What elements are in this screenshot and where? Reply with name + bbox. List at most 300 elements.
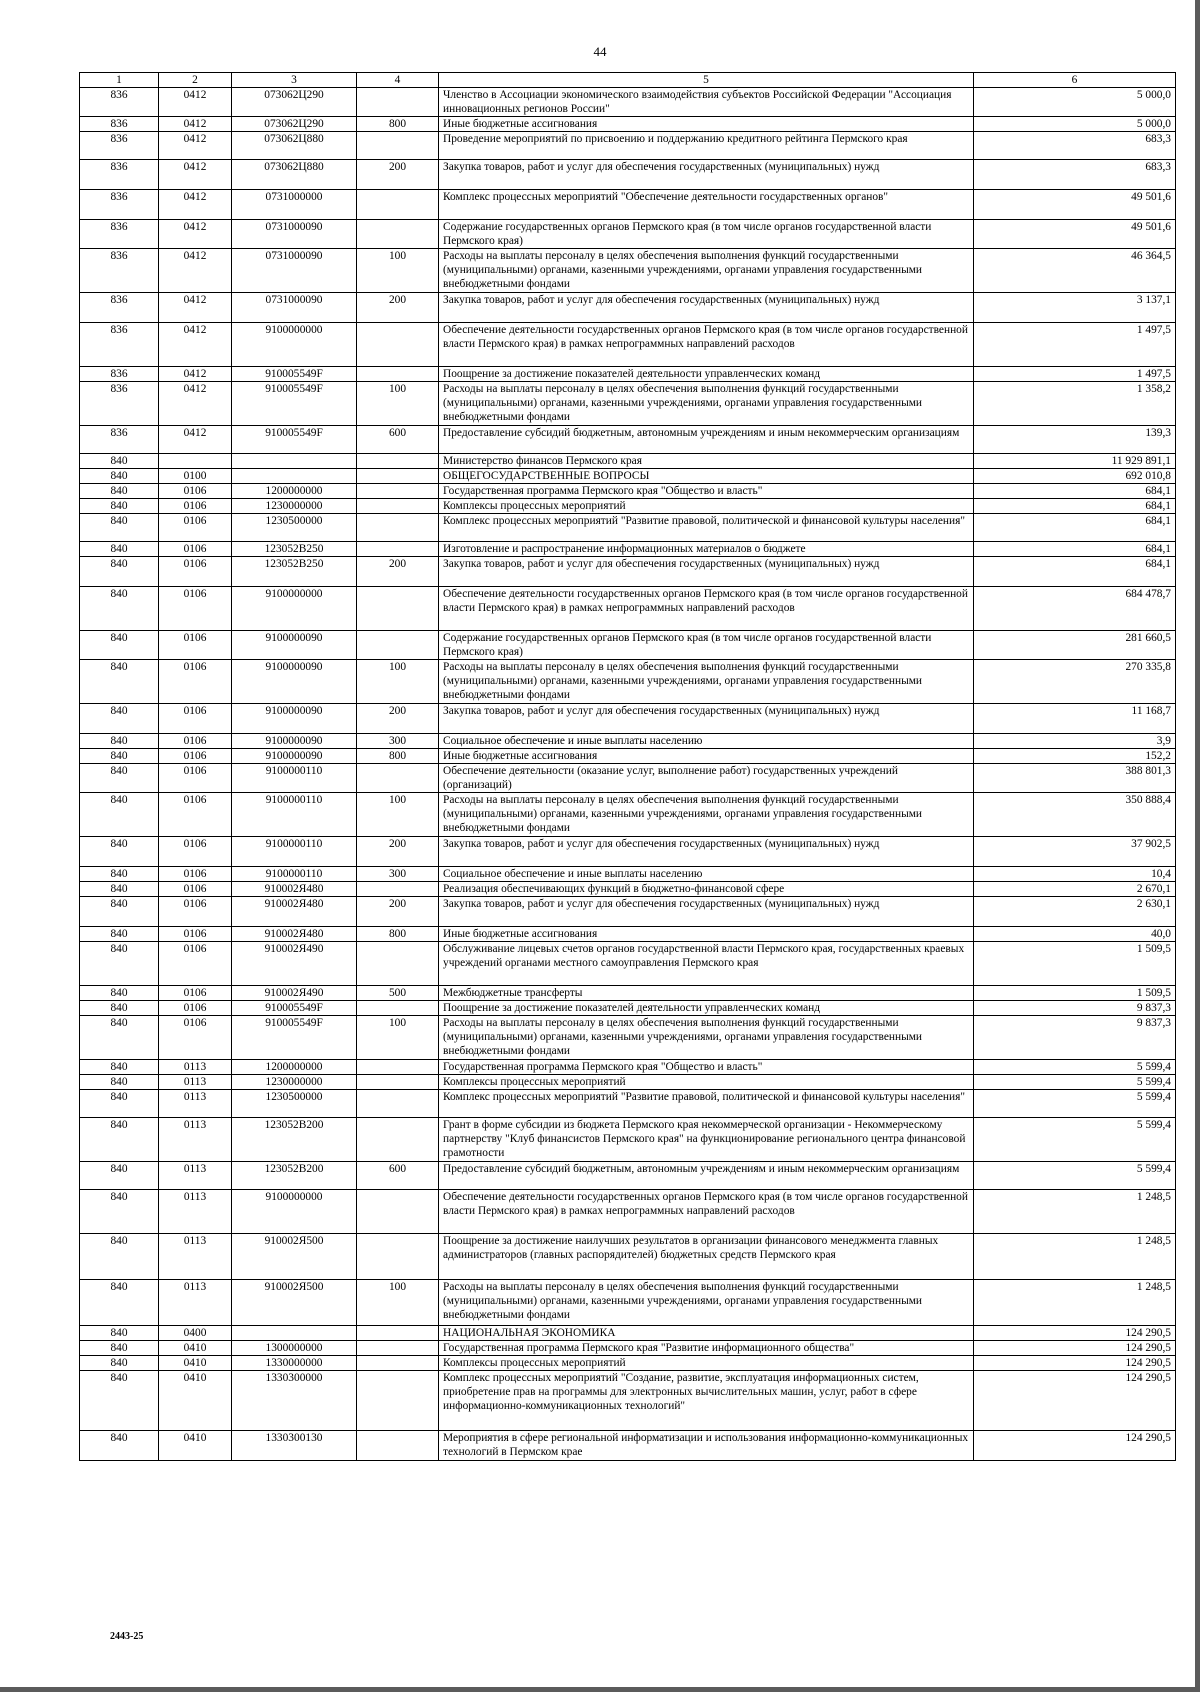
target-article-cell: 123052B200 — [232, 1162, 357, 1190]
expense-type-cell: 200 — [357, 557, 439, 587]
table-row — [80, 514, 1176, 542]
admin-code-cell: 840 — [80, 631, 159, 660]
expense-type-cell: 100 — [357, 793, 439, 837]
description-cell: Министерство финансов Пермского края — [439, 454, 974, 469]
target-article-cell: 9100000090 — [232, 704, 357, 734]
admin-code-cell: 836 — [80, 249, 159, 293]
admin-code-cell: 836 — [80, 293, 159, 323]
table-row — [80, 484, 1176, 499]
description-cell: Иные бюджетные ассигнования — [439, 927, 974, 942]
amount-cell: 124 290,5 — [974, 1371, 1176, 1431]
section-code-cell: 0412 — [159, 426, 232, 454]
table-row — [80, 499, 1176, 514]
table-row — [80, 704, 1176, 734]
admin-code-cell: 840 — [80, 1431, 159, 1461]
expense-type-cell — [357, 88, 439, 117]
section-code-cell: 0412 — [159, 160, 232, 190]
amount-cell: 3 137,1 — [974, 293, 1176, 323]
table-body — [80, 88, 1176, 1461]
expense-type-cell — [357, 132, 439, 160]
table-row — [80, 132, 1176, 160]
target-article-cell: 910005549F — [232, 382, 357, 426]
target-article-cell: 9100000090 — [232, 749, 357, 764]
description-cell: Иные бюджетные ассигнования — [439, 117, 974, 132]
table-row — [80, 793, 1176, 837]
expense-type-cell: 200 — [357, 160, 439, 190]
target-article-cell: 9100000090 — [232, 734, 357, 749]
table-row — [80, 882, 1176, 897]
admin-code-cell: 840 — [80, 764, 159, 793]
expense-type-cell — [357, 882, 439, 897]
table-row — [80, 323, 1176, 367]
expense-type-cell — [357, 220, 439, 249]
description-cell: Обеспечение деятельности (оказание услуг, выполнение работ) государственных учреждений (организаций) — [439, 764, 974, 793]
section-code-cell: 0106 — [159, 942, 232, 986]
target-article-cell: 910002Я500 — [232, 1234, 357, 1280]
table-row — [80, 1075, 1176, 1090]
admin-code-cell: 840 — [80, 793, 159, 837]
page-number: 44 — [593, 44, 607, 59]
table-row — [80, 837, 1176, 867]
amount-cell: 2 630,1 — [974, 897, 1176, 927]
admin-code-cell: 836 — [80, 426, 159, 454]
target-article-cell: 9100000110 — [232, 837, 357, 867]
section-code-cell: 0106 — [159, 749, 232, 764]
section-code-cell: 0412 — [159, 88, 232, 117]
section-code-cell: 0106 — [159, 484, 232, 499]
admin-code-cell: 840 — [80, 867, 159, 882]
amount-cell: 1 497,5 — [974, 367, 1176, 382]
amount-cell: 49 501,6 — [974, 220, 1176, 249]
section-code-cell: 0412 — [159, 249, 232, 293]
expense-type-cell: 600 — [357, 426, 439, 454]
table-row — [80, 660, 1176, 704]
description-cell: Расходы на выплаты персоналу в целях обеспечения выполнения функций государственными (муниципальными) органами, казенными учреждениями, органами управления государственными внебюджетными фондами — [439, 660, 974, 704]
description-cell: Комплекс процессных мероприятий "Обеспечение деятельности государственных органов" — [439, 190, 974, 220]
expense-type-cell: 100 — [357, 660, 439, 704]
section-code-cell: 0106 — [159, 927, 232, 942]
section-code-cell: 0106 — [159, 542, 232, 557]
amount-cell: 1 509,5 — [974, 942, 1176, 986]
target-article-cell: 0731000090 — [232, 220, 357, 249]
expense-type-cell — [357, 1118, 439, 1162]
admin-code-cell: 840 — [80, 484, 159, 499]
admin-code-cell: 840 — [80, 1075, 159, 1090]
column-header: 4 — [357, 73, 439, 88]
table-row — [80, 293, 1176, 323]
description-cell: Комплексы процессных мероприятий — [439, 499, 974, 514]
expense-type-cell: 100 — [357, 249, 439, 293]
table-row — [80, 897, 1176, 927]
table-row — [80, 88, 1176, 117]
target-article-cell: 9100000110 — [232, 793, 357, 837]
section-code-cell: 0106 — [159, 557, 232, 587]
description-cell: НАЦИОНАЛЬНАЯ ЭКОНОМИКА — [439, 1326, 974, 1341]
amount-cell: 683,3 — [974, 132, 1176, 160]
target-article-cell: 910002Я490 — [232, 986, 357, 1001]
target-article-cell: 1330000000 — [232, 1356, 357, 1371]
description-cell: Обслуживание лицевых счетов органов государственной власти Пермского края, государственных краевых учреждений органами местного самоуправления Пермского края — [439, 942, 974, 986]
amount-cell: 11 168,7 — [974, 704, 1176, 734]
section-code-cell: 0106 — [159, 764, 232, 793]
amount-cell: 139,3 — [974, 426, 1176, 454]
expense-type-cell: 100 — [357, 1016, 439, 1060]
target-article-cell: 9100000090 — [232, 631, 357, 660]
target-article-cell: 9100000000 — [232, 323, 357, 367]
target-article-cell: 9100000090 — [232, 660, 357, 704]
target-article-cell: 910002Я480 — [232, 882, 357, 897]
section-code-cell: 0412 — [159, 220, 232, 249]
section-code-cell: 0106 — [159, 882, 232, 897]
amount-cell: 5 599,4 — [974, 1075, 1176, 1090]
section-code-cell: 0113 — [159, 1234, 232, 1280]
section-code-cell: 0412 — [159, 190, 232, 220]
amount-cell: 1 497,5 — [974, 323, 1176, 367]
section-code-cell: 0412 — [159, 132, 232, 160]
amount-cell: 692 010,8 — [974, 469, 1176, 484]
section-code-cell: 0106 — [159, 514, 232, 542]
expense-type-cell — [357, 484, 439, 499]
admin-code-cell: 840 — [80, 1060, 159, 1075]
expense-type-cell: 800 — [357, 927, 439, 942]
section-code-cell: 0106 — [159, 837, 232, 867]
table-row — [80, 942, 1176, 986]
target-article-cell: 1330300000 — [232, 1371, 357, 1431]
section-code-cell: 0106 — [159, 1001, 232, 1016]
document-code: 2443-25 — [110, 1631, 144, 1642]
amount-cell: 49 501,6 — [974, 190, 1176, 220]
description-cell: Грант в форме субсидии из бюджета Пермского края некоммерческой организации - Некоммерческому партнерству "Клуб финансистов Пермского края" на функционирование регионального центра финансовой грамотности — [439, 1118, 974, 1162]
budget-table — [79, 72, 1176, 1461]
amount-cell: 124 290,5 — [974, 1341, 1176, 1356]
amount-cell: 684,1 — [974, 542, 1176, 557]
amount-cell: 124 290,5 — [974, 1431, 1176, 1461]
table-row — [80, 986, 1176, 1001]
table-row — [80, 117, 1176, 132]
target-article-cell: 073062Ц880 — [232, 132, 357, 160]
description-cell: Предоставление субсидий бюджетным, автономным учреждениям и иным некоммерческим организациям — [439, 426, 974, 454]
section-code-cell: 0113 — [159, 1075, 232, 1090]
admin-code-cell: 836 — [80, 367, 159, 382]
section-code-cell: 0412 — [159, 293, 232, 323]
column-header: 2 — [159, 73, 232, 88]
expense-type-cell: 800 — [357, 749, 439, 764]
admin-code-cell: 840 — [80, 1356, 159, 1371]
column-header: 6 — [974, 73, 1176, 88]
description-cell: Расходы на выплаты персоналу в целях обеспечения выполнения функций государственными (муниципальными) органами, казенными учреждениями, органами управления государственными внебюджетными фондами — [439, 1280, 974, 1326]
expense-type-cell — [357, 942, 439, 986]
amount-cell: 1 509,5 — [974, 986, 1176, 1001]
description-cell: Содержание государственных органов Пермского края (в том числе органов государственной власти Пермского края) — [439, 220, 974, 249]
expense-type-cell — [357, 454, 439, 469]
expense-type-cell — [357, 323, 439, 367]
description-cell: Предоставление субсидий бюджетным, автономным учреждениям и иным некоммерческим организациям — [439, 1162, 974, 1190]
table-row — [80, 587, 1176, 631]
admin-code-cell: 836 — [80, 220, 159, 249]
admin-code-cell: 840 — [80, 749, 159, 764]
target-article-cell: 0731000090 — [232, 249, 357, 293]
admin-code-cell: 836 — [80, 88, 159, 117]
table-row — [80, 1090, 1176, 1118]
target-article-cell: 910002Я500 — [232, 1280, 357, 1326]
table-row — [80, 426, 1176, 454]
section-code-cell: 0106 — [159, 897, 232, 927]
description-cell: Расходы на выплаты персоналу в целях обеспечения выполнения функций государственными (муниципальными) органами, казенными учреждениями, органами управления государственными внебюджетными фондами — [439, 249, 974, 293]
description-cell: Мероприятия в сфере региональной информатизации и использования информационно-коммуникационных технологий в Пермском крае — [439, 1431, 974, 1461]
table-row — [80, 190, 1176, 220]
table-row — [80, 1162, 1176, 1190]
expense-type-cell — [357, 1190, 439, 1234]
expense-type-cell — [357, 1371, 439, 1431]
table-row — [80, 469, 1176, 484]
column-header: 1 — [80, 73, 159, 88]
description-cell: Закупка товаров, работ и услуг для обеспечения государственных (муниципальных) нужд — [439, 293, 974, 323]
section-code-cell: 0410 — [159, 1341, 232, 1356]
expense-type-cell: 600 — [357, 1162, 439, 1190]
amount-cell: 10,4 — [974, 867, 1176, 882]
column-header: 3 — [232, 73, 357, 88]
amount-cell: 388 801,3 — [974, 764, 1176, 793]
description-cell: ОБЩЕГОСУДАРСТВЕННЫЕ ВОПРОСЫ — [439, 469, 974, 484]
admin-code-cell: 840 — [80, 1090, 159, 1118]
admin-code-cell: 840 — [80, 1118, 159, 1162]
description-cell: Социальное обеспечение и иные выплаты населению — [439, 734, 974, 749]
description-cell: Расходы на выплаты персоналу в целях обеспечения выполнения функций государственными (муниципальными) органами, казенными учреждениями, органами управления государственными внебюджетными фондами — [439, 382, 974, 426]
amount-cell: 40,0 — [974, 927, 1176, 942]
expense-type-cell — [357, 499, 439, 514]
admin-code-cell: 840 — [80, 927, 159, 942]
target-article-cell: 9100000110 — [232, 764, 357, 793]
admin-code-cell: 840 — [80, 1190, 159, 1234]
expense-type-cell — [357, 1234, 439, 1280]
expense-type-cell: 300 — [357, 734, 439, 749]
target-article-cell: 1230500000 — [232, 1090, 357, 1118]
admin-code-cell: 836 — [80, 190, 159, 220]
table-row — [80, 749, 1176, 764]
description-cell: Обеспечение деятельности государственных органов Пермского края (в том числе органов государственной власти Пермского края) в рамках непрограммных направлений расходов — [439, 587, 974, 631]
description-cell: Государственная программа Пермского края "Общество и власть" — [439, 1060, 974, 1075]
table-row — [80, 1060, 1176, 1075]
description-cell: Закупка товаров, работ и услуг для обеспечения государственных (муниципальных) нужд — [439, 557, 974, 587]
table-row — [80, 927, 1176, 942]
amount-cell: 37 902,5 — [974, 837, 1176, 867]
admin-code-cell: 840 — [80, 499, 159, 514]
section-code-cell: 0412 — [159, 367, 232, 382]
table-row — [80, 1356, 1176, 1371]
description-cell: Обеспечение деятельности государственных органов Пермского края (в том числе органов государственной власти Пермского края) в рамках непрограммных направлений расходов — [439, 1190, 974, 1234]
amount-cell: 46 364,5 — [974, 249, 1176, 293]
expense-type-cell: 800 — [357, 117, 439, 132]
description-cell: Содержание государственных органов Пермского края (в том числе органов государственной власти Пермского края) — [439, 631, 974, 660]
description-cell: Социальное обеспечение и иные выплаты населению — [439, 867, 974, 882]
description-cell: Закупка товаров, работ и услуг для обеспечения государственных (муниципальных) нужд — [439, 897, 974, 927]
admin-code-cell: 840 — [80, 1234, 159, 1280]
expense-type-cell: 200 — [357, 293, 439, 323]
expense-type-cell: 100 — [357, 1280, 439, 1326]
expense-type-cell: 200 — [357, 837, 439, 867]
admin-code-cell: 840 — [80, 882, 159, 897]
admin-code-cell: 840 — [80, 514, 159, 542]
target-article-cell: 1330300130 — [232, 1431, 357, 1461]
section-code-cell: 0106 — [159, 1016, 232, 1060]
target-article-cell: 910002Я480 — [232, 927, 357, 942]
expense-type-cell — [357, 1356, 439, 1371]
table-row — [80, 1326, 1176, 1341]
table-row — [80, 542, 1176, 557]
target-article-cell: 1230000000 — [232, 499, 357, 514]
target-article-cell — [232, 454, 357, 469]
amount-cell: 684 478,7 — [974, 587, 1176, 631]
section-code-cell: 0106 — [159, 793, 232, 837]
admin-code-cell: 836 — [80, 323, 159, 367]
section-code-cell: 0113 — [159, 1280, 232, 1326]
table-row — [80, 1280, 1176, 1326]
target-article-cell: 9100000000 — [232, 1190, 357, 1234]
description-cell: Иные бюджетные ассигнования — [439, 749, 974, 764]
section-code-cell: 0410 — [159, 1371, 232, 1431]
target-article-cell: 9100000110 — [232, 867, 357, 882]
description-cell: Комплекс процессных мероприятий "Развитие правовой, политической и финансовой культуры населения" — [439, 1090, 974, 1118]
section-code-cell: 0106 — [159, 631, 232, 660]
amount-cell: 5 599,4 — [974, 1060, 1176, 1075]
description-cell: Изготовление и распространение информационных материалов о бюджете — [439, 542, 974, 557]
description-cell: Государственная программа Пермского края "Общество и власть" — [439, 484, 974, 499]
column-header: 5 — [439, 73, 974, 88]
amount-cell: 1 248,5 — [974, 1280, 1176, 1326]
admin-code-cell: 840 — [80, 986, 159, 1001]
amount-cell: 281 660,5 — [974, 631, 1176, 660]
section-code-cell: 0412 — [159, 323, 232, 367]
expense-type-cell — [357, 587, 439, 631]
target-article-cell: 9100000000 — [232, 587, 357, 631]
section-code-cell: 0412 — [159, 382, 232, 426]
amount-cell: 350 888,4 — [974, 793, 1176, 837]
target-article-cell: 123052B200 — [232, 1118, 357, 1162]
expense-type-cell — [357, 542, 439, 557]
expense-type-cell — [357, 514, 439, 542]
target-article-cell: 910005549F — [232, 426, 357, 454]
target-article-cell — [232, 1326, 357, 1341]
amount-cell: 2 670,1 — [974, 882, 1176, 897]
description-cell: Комплексы процессных мероприятий — [439, 1075, 974, 1090]
scan-edge-right — [1195, 0, 1200, 1692]
admin-code-cell: 840 — [80, 454, 159, 469]
amount-cell: 9 837,3 — [974, 1001, 1176, 1016]
target-article-cell: 0731000000 — [232, 190, 357, 220]
description-cell: Комплексы процессных мероприятий — [439, 1356, 974, 1371]
target-article-cell: 123052B250 — [232, 542, 357, 557]
admin-code-cell: 836 — [80, 117, 159, 132]
admin-code-cell: 840 — [80, 1371, 159, 1431]
admin-code-cell: 840 — [80, 942, 159, 986]
amount-cell: 684,1 — [974, 484, 1176, 499]
description-cell: Поощрение за достижение наилучших результатов в организации финансового менеджмента главных администраторов (главных распорядителей) бюджетных средств Пермского края — [439, 1234, 974, 1280]
amount-cell: 1 248,5 — [974, 1234, 1176, 1280]
description-cell: Членство в Ассоциации экономического взаимодействия субъектов Российской Федерации "Ассоциация инновационных регионов России" — [439, 88, 974, 117]
target-article-cell: 073062Ц290 — [232, 117, 357, 132]
target-article-cell: 073062Ц880 — [232, 160, 357, 190]
admin-code-cell: 836 — [80, 132, 159, 160]
target-article-cell: 073062Ц290 — [232, 88, 357, 117]
expense-type-cell — [357, 1001, 439, 1016]
amount-cell: 683,3 — [974, 160, 1176, 190]
section-code-cell: 0106 — [159, 499, 232, 514]
admin-code-cell: 840 — [80, 897, 159, 927]
admin-code-cell: 840 — [80, 1162, 159, 1190]
amount-cell: 684,1 — [974, 557, 1176, 587]
admin-code-cell: 840 — [80, 557, 159, 587]
expense-type-cell: 200 — [357, 897, 439, 927]
target-article-cell: 910005549F — [232, 1001, 357, 1016]
expense-type-cell: 200 — [357, 704, 439, 734]
table-row — [80, 1001, 1176, 1016]
description-cell: Закупка товаров, работ и услуг для обеспечения государственных (муниципальных) нужд — [439, 704, 974, 734]
target-article-cell: 910002Я490 — [232, 942, 357, 986]
description-cell: Расходы на выплаты персоналу в целях обеспечения выполнения функций государственными (муниципальными) органами, казенными учреждениями, органами управления государственными внебюджетными фондами — [439, 793, 974, 837]
table-row — [80, 249, 1176, 293]
amount-cell: 11 929 891,1 — [974, 454, 1176, 469]
expense-type-cell — [357, 367, 439, 382]
admin-code-cell: 840 — [80, 1016, 159, 1060]
admin-code-cell: 840 — [80, 704, 159, 734]
admin-code-cell: 840 — [80, 837, 159, 867]
amount-cell: 5 599,4 — [974, 1118, 1176, 1162]
expense-type-cell — [357, 631, 439, 660]
description-cell: Закупка товаров, работ и услуг для обеспечения государственных (муниципальных) нужд — [439, 160, 974, 190]
section-code-cell: 0106 — [159, 704, 232, 734]
amount-cell: 9 837,3 — [974, 1016, 1176, 1060]
section-code-cell: 0100 — [159, 469, 232, 484]
admin-code-cell: 840 — [80, 1001, 159, 1016]
section-code-cell: 0400 — [159, 1326, 232, 1341]
description-cell: Комплекс процессных мероприятий "Создание, развитие, эксплуатация информационных систем, приобретение прав на программы для электронных вычислительных машин, услуг, работ в сфере информационно-коммуникационных технологий" — [439, 1371, 974, 1431]
scan-edge-bottom — [0, 1687, 1200, 1692]
expense-type-cell — [357, 1326, 439, 1341]
section-code-cell: 0106 — [159, 867, 232, 882]
table-row — [80, 220, 1176, 249]
table-row — [80, 454, 1176, 469]
section-code-cell: 0106 — [159, 734, 232, 749]
table-row — [80, 160, 1176, 190]
amount-cell: 1 248,5 — [974, 1190, 1176, 1234]
target-article-cell: 1230500000 — [232, 514, 357, 542]
expense-type-cell — [357, 1075, 439, 1090]
amount-cell: 5 599,4 — [974, 1162, 1176, 1190]
amount-cell: 152,2 — [974, 749, 1176, 764]
description-cell: Поощрение за достижение показателей деятельности управленческих команд — [439, 1001, 974, 1016]
admin-code-cell: 840 — [80, 587, 159, 631]
target-article-cell: 1300000000 — [232, 1341, 357, 1356]
table-row — [80, 1190, 1176, 1234]
table-row — [80, 764, 1176, 793]
expense-type-cell — [357, 190, 439, 220]
section-code-cell: 0113 — [159, 1118, 232, 1162]
expense-type-cell — [357, 1060, 439, 1075]
section-code-cell: 0113 — [159, 1162, 232, 1190]
section-code-cell: 0410 — [159, 1431, 232, 1461]
table-row — [80, 382, 1176, 426]
expense-type-cell: 500 — [357, 986, 439, 1001]
admin-code-cell: 840 — [80, 1326, 159, 1341]
admin-code-cell: 840 — [80, 469, 159, 484]
table-header-row — [80, 73, 1176, 88]
description-cell: Поощрение за достижение показателей деятельности управленческих команд — [439, 367, 974, 382]
amount-cell: 5 599,4 — [974, 1090, 1176, 1118]
amount-cell: 270 335,8 — [974, 660, 1176, 704]
table-row — [80, 1431, 1176, 1461]
section-code-cell: 0410 — [159, 1356, 232, 1371]
target-article-cell: 910005549F — [232, 367, 357, 382]
